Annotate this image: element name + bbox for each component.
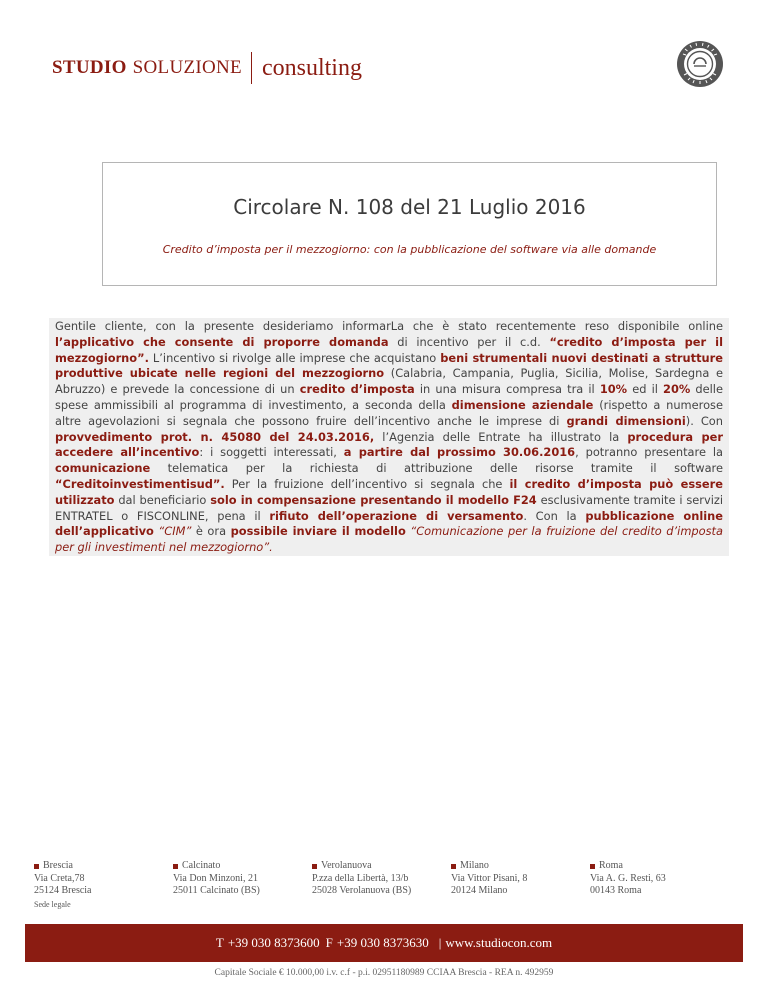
brand-soluzione: SOLUZIONE	[132, 57, 242, 78]
emphasis-bold: provvedimento prot. n. 45080 del 24.03.2016,	[55, 429, 375, 444]
body-text-segment: L’incentivo si rivolge alle imprese che acquistano	[148, 350, 441, 365]
company-info: Capitale Sociale € 10.000,00 i.v. c.f - p.i. 02951180989 CCIAA Brescia - REA n. 492959	[214, 968, 554, 978]
circular-body	[49, 318, 729, 556]
body-text-segment: ). Con	[685, 413, 723, 428]
emphasis-bold: il credito d’imposta può essere utilizzato	[55, 476, 723, 507]
brand-studio: STUDIO	[52, 57, 127, 78]
body-text-segment: : i soggetti interessati,	[199, 445, 344, 460]
certification-seal-icon	[676, 40, 724, 88]
emphasis-italic: “CIM”	[158, 524, 192, 539]
emphasis-bold: grandi dimensioni	[566, 413, 686, 428]
body-text-segment: telematica per la richiesta di attribuzione delle risorse tramite il software	[150, 461, 723, 476]
office-postcode: 00143 Roma	[590, 885, 642, 896]
body-text-segment: è ora	[191, 524, 231, 539]
body-text-segment: . Con la	[523, 508, 586, 523]
emphasis-bold: “credito d’imposta per il mezzogiorno”.	[55, 334, 723, 365]
body-text-segment: Gentile cliente, con la presente desideriamo informarLa che è stato recentemente reso disponibile online	[55, 319, 723, 333]
office-calcinato	[173, 860, 303, 898]
emphasis-bold: dimensione aziendale	[451, 397, 594, 412]
emphasis-bold: credito d’imposta	[299, 382, 415, 397]
office-postcode: 25124 Brescia	[34, 885, 92, 896]
body-text-segment: , potranno presentare la	[575, 445, 723, 460]
office-roma	[590, 860, 720, 898]
office-postcode: 25011 Calcinato (BS)	[173, 885, 260, 896]
office-city: Calcinato	[182, 860, 221, 871]
emphasis-bold: beni strumentali nuovi destinati a strutture produttive ubicate nelle regioni del mezzogiorno	[55, 350, 723, 381]
bullet-square-icon	[34, 864, 39, 869]
phone-number[interactable]: +39 030 8373600	[227, 935, 320, 950]
bullet-square-icon	[590, 864, 595, 869]
brand-separator	[251, 52, 252, 84]
office-brescia	[34, 860, 164, 911]
emphasis-bold: 10%	[599, 382, 628, 397]
office-city: Verolanuova	[321, 860, 372, 871]
offices-list	[34, 860, 734, 910]
office-city: Brescia	[43, 860, 73, 871]
body-text-segment: di incentivo per il c.d.	[388, 334, 550, 349]
emphasis-bold: pubblicazione online dell’applicativo	[55, 508, 723, 539]
body-text-segment: esclusivamente tramite i servizi ENTRATEL o FISCONLINE, pena il	[55, 492, 723, 523]
circular-subtitle: Credito d’imposta per il mezzogiorno: con la pubblicazione del software via alle domande	[162, 243, 657, 256]
emphasis-bold: solo in compensazione presentando il modello F24	[210, 492, 537, 507]
emphasis-bold: procedura per accedere all’incentivo	[55, 429, 724, 460]
body-text-segment: dal beneficiario	[114, 492, 211, 507]
body-text-segment: ed il	[627, 382, 664, 397]
body-text-segment: (rispetto a numerose altre agevolazioni si segnala che possono fruire dell’incentivo anche le imprese di	[55, 397, 723, 428]
body-text-segment: l’Agenzia delle Entrate ha illustrato la	[374, 429, 628, 444]
title-box	[102, 162, 717, 286]
office-address: Via Vittor Pisani, 8	[451, 872, 528, 884]
body-text-segment: in una misura compresa tra il	[414, 382, 600, 397]
body-text-segment: delle spese ammissibili al programma di investimento, a seconda della	[55, 382, 723, 412]
circular-title: Circolare N. 108 del 21 Luglio 2016	[233, 195, 586, 219]
brand-logo	[52, 54, 362, 82]
website-link[interactable]: www.studiocon.com	[445, 935, 553, 950]
bullet-square-icon	[173, 864, 178, 869]
body-text-segment: Per la fruizione dell’incentivo si segnala che	[224, 476, 510, 491]
office-postcode: 25028 Verolanuova (BS)	[312, 885, 412, 896]
bullet-square-icon	[312, 864, 317, 869]
office-note: Sede legale	[34, 899, 71, 909]
emphasis-bold: 20%	[663, 382, 691, 397]
emphasis-bold: comunicazione	[55, 461, 151, 476]
emphasis-bold: rifiuto dell’operazione di versamento	[269, 508, 524, 523]
fax-number: +39 030 8373630	[336, 935, 429, 950]
emphasis-bold: “Creditoinvestimentisud”.	[55, 476, 225, 491]
phone-label: T	[215, 935, 224, 950]
office-address: Via Creta,78	[34, 872, 85, 884]
footer-separator: |	[438, 935, 442, 950]
office-address: Via Don Minzoni, 21	[173, 872, 258, 884]
footer-contact-bar	[25, 924, 743, 962]
office-milano	[451, 860, 581, 898]
office-city: Milano	[460, 860, 489, 871]
bullet-square-icon	[451, 864, 456, 869]
body-text-segment: (Calabria, Campania, Puglia, Sicilia, Molise, Sardegna e Abruzzo) e prevede la concessione di un	[55, 366, 723, 397]
office-address: P.zza della Libertà, 13/b	[312, 872, 409, 884]
emphasis-bold: possibile inviare il modello	[230, 524, 406, 539]
office-postcode: 20124 Milano	[451, 885, 508, 896]
office-address: Via A. G. Resti, 63	[590, 872, 666, 884]
emphasis-bold: a partire dal prossimo 30.06.2016	[343, 445, 576, 460]
brand-consulting: consulting	[261, 54, 362, 81]
office-verolanuova	[312, 860, 442, 898]
office-city: Roma	[599, 860, 623, 871]
emphasis-bold: l’applicativo che consente di proporre domanda	[55, 334, 389, 349]
fax-label: F	[325, 935, 333, 950]
emphasis-italic: “Comunicazione per la fruizione del credito d’imposta per gli investimenti nel mezzogiorno”.	[55, 524, 724, 555]
